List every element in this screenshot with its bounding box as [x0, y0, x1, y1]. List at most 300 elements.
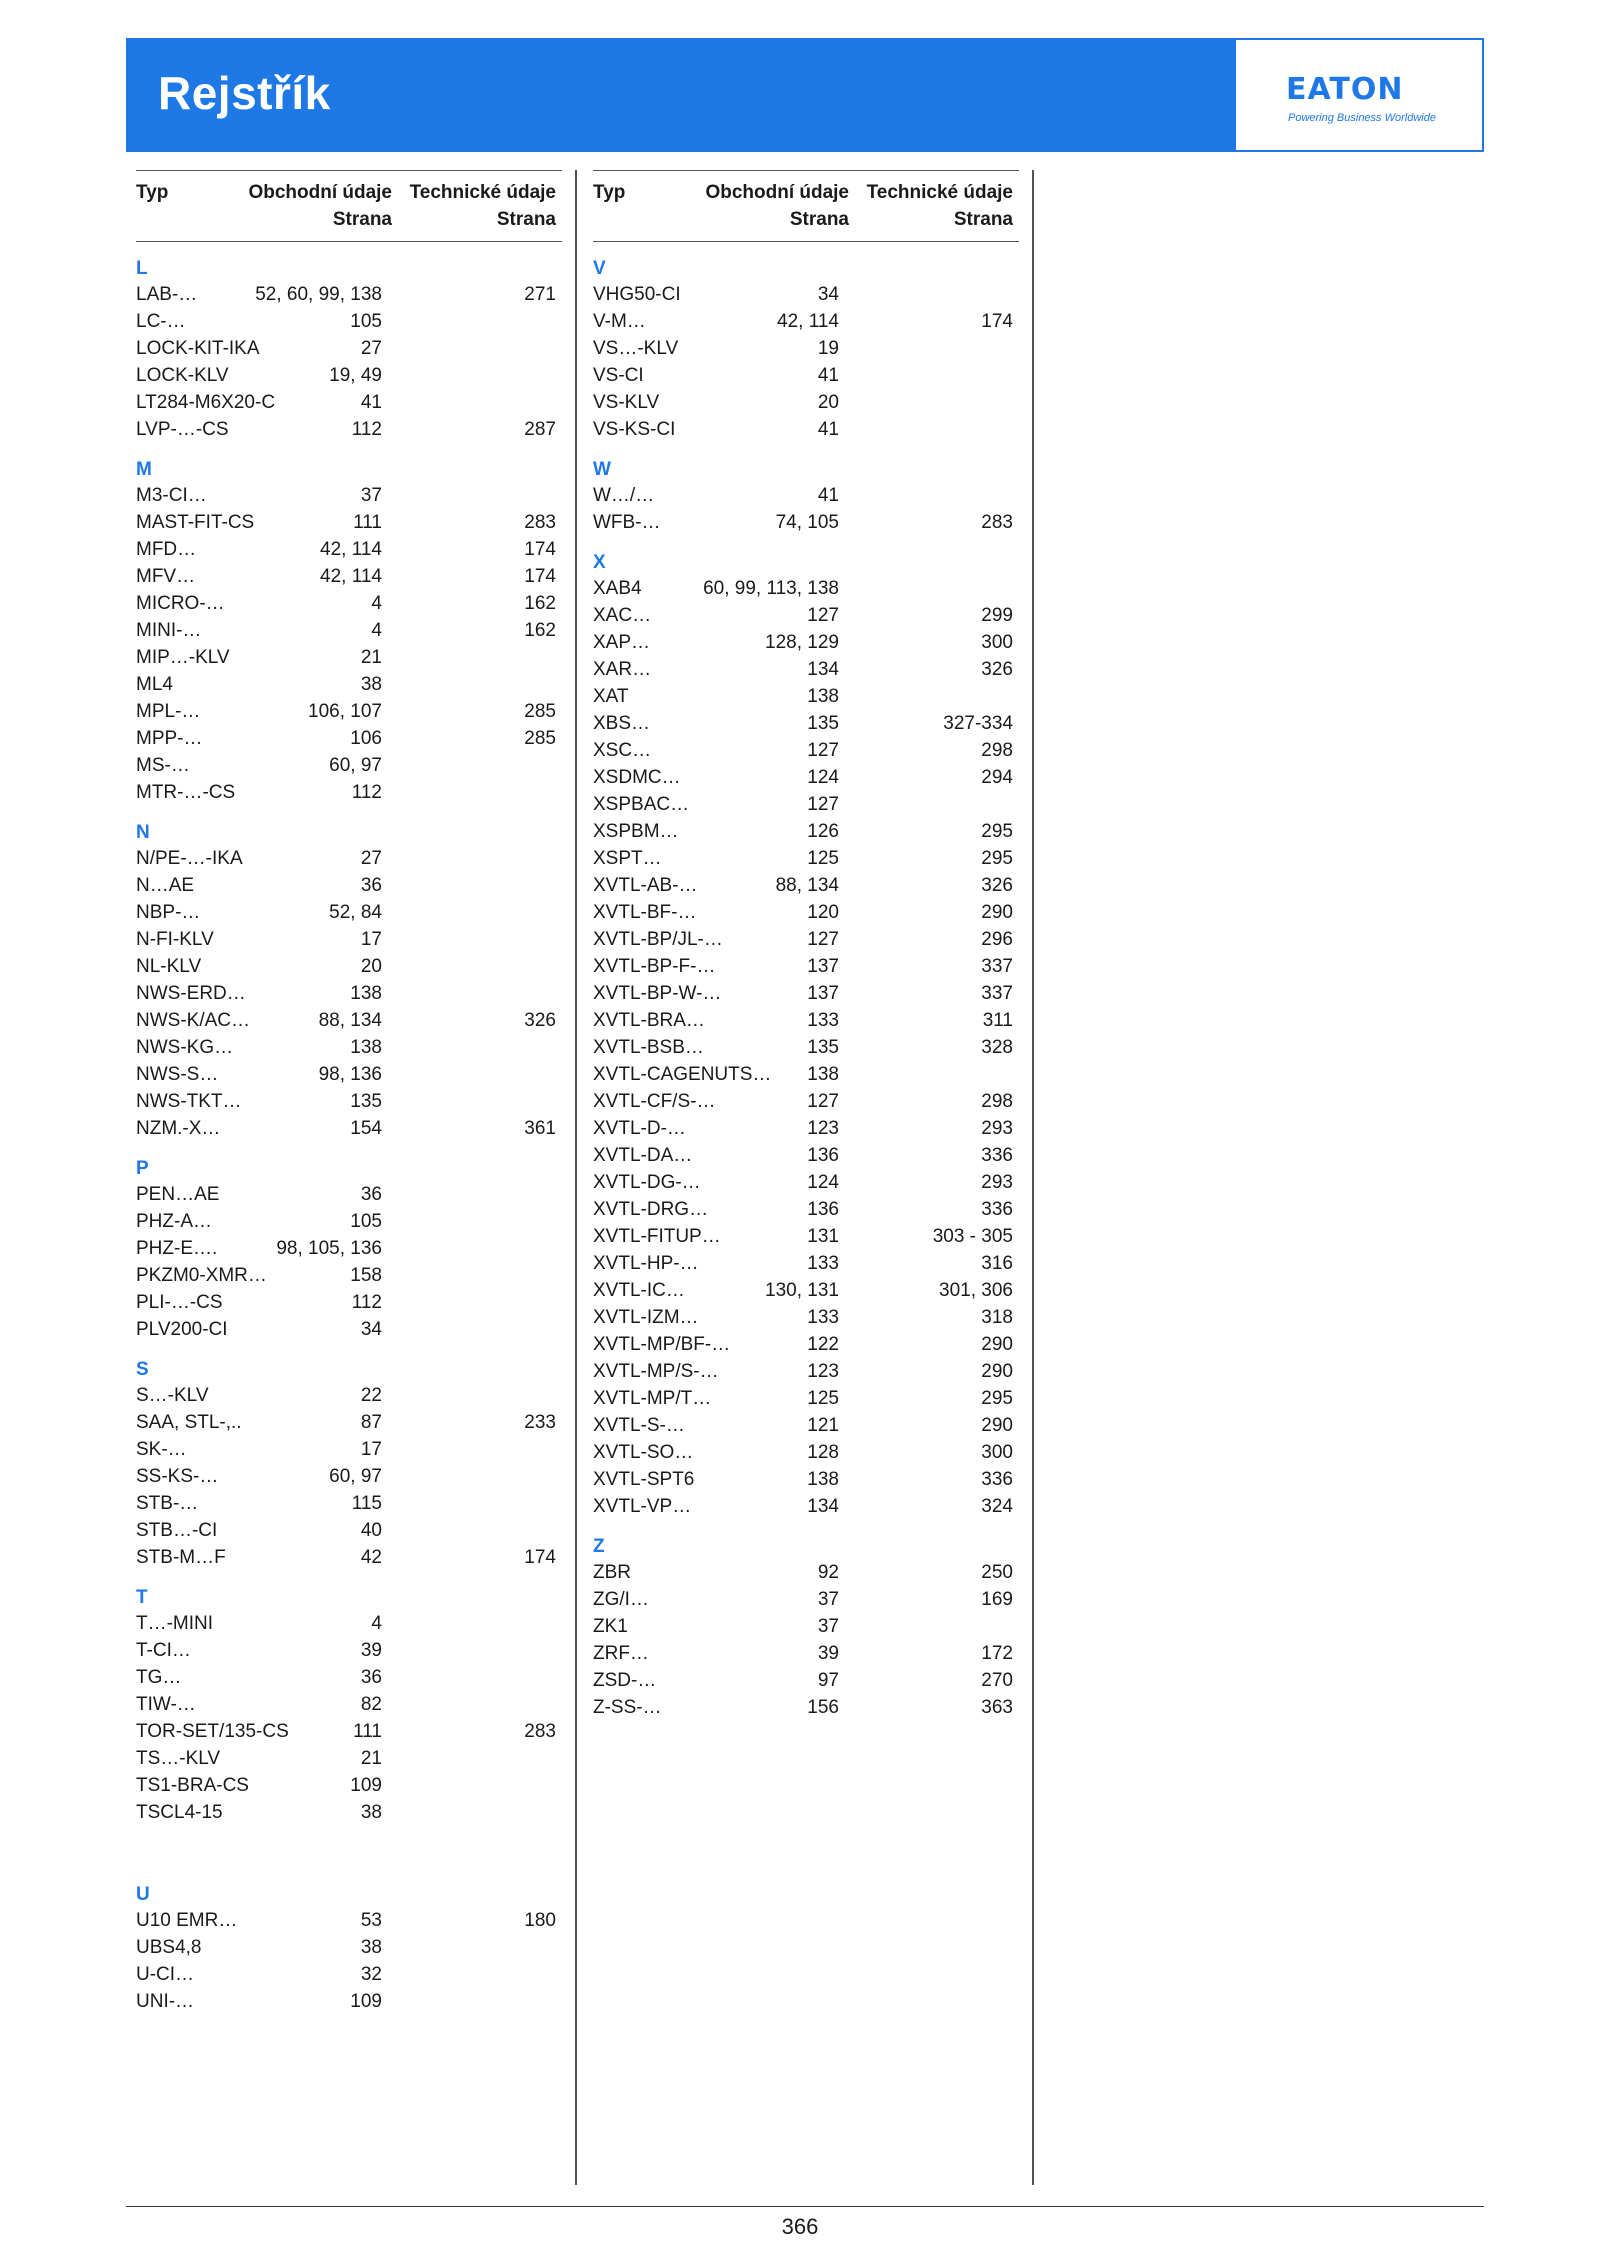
type-cell: MAST-FIT-CS: [136, 512, 255, 533]
technical-page-cell: 290: [981, 1415, 1013, 1436]
index-row: [136, 617, 562, 644]
technical-page-cell: 295: [981, 821, 1013, 842]
type-cell: N-FI-KLV: [136, 929, 214, 950]
type-cell: SS-KS-…: [136, 1466, 219, 1487]
type-cell: XVTL-HP-…: [593, 1253, 699, 1274]
technical-page-cell: 293: [981, 1118, 1013, 1139]
column-header: [593, 170, 1019, 242]
type-cell: XVTL-DA…: [593, 1145, 693, 1166]
type-cell: LOCK-KIT-IKA: [136, 338, 260, 359]
index-row: [136, 1934, 562, 1961]
type-cell: NWS-KG…: [136, 1037, 234, 1058]
commercial-page-cell: 60, 97: [329, 1466, 382, 1487]
index-row: [136, 1034, 562, 1061]
commercial-page-cell: 123: [807, 1361, 839, 1382]
type-cell: ZK1: [593, 1616, 628, 1637]
index-row: [593, 1412, 1019, 1439]
technical-page-cell: 283: [981, 512, 1013, 533]
commercial-page-cell: 21: [360, 647, 382, 668]
index-row: [136, 416, 562, 443]
commercial-page-cell: 36: [360, 1184, 382, 1205]
type-cell: XAP…: [593, 632, 651, 653]
index-row: [136, 1961, 562, 1988]
index-row: [136, 980, 562, 1007]
index-row: [593, 980, 1019, 1007]
technical-page-cell: 336: [981, 1145, 1013, 1166]
commercial-page-cell: 98, 105, 136: [276, 1238, 382, 1259]
index-row: [136, 536, 562, 563]
technical-page-cell: 174: [524, 566, 556, 587]
type-cell: XVTL-CAGENUTS…: [593, 1064, 772, 1085]
type-cell: ZBR: [593, 1562, 631, 1583]
index-row: [593, 362, 1019, 389]
commercial-page-cell: 131: [807, 1226, 839, 1247]
type-cell: MS-…: [136, 755, 190, 776]
technical-page-cell: 233: [524, 1412, 556, 1433]
commercial-page-cell: 120: [807, 902, 839, 923]
index-row: [136, 1610, 562, 1637]
commercial-page-cell: 138: [807, 1469, 839, 1490]
section-letter: N: [136, 822, 150, 843]
commercial-page-cell: 39: [817, 1643, 839, 1664]
commercial-page-cell: 20: [817, 392, 839, 413]
footer-rule: [126, 2206, 1484, 2207]
type-cell: XVTL-AB-…: [593, 875, 698, 896]
type-cell: TS1-BRA-CS: [136, 1775, 249, 1796]
index-row: [136, 1262, 562, 1289]
header-technicke: Technické údaje: [866, 182, 1013, 203]
commercial-page-cell: 27: [360, 848, 382, 869]
type-cell: N…AE: [136, 875, 195, 896]
index-row: [136, 335, 562, 362]
technical-page-cell: 299: [981, 605, 1013, 626]
section-letter: U: [136, 1884, 150, 1905]
commercial-page-cell: 138: [807, 686, 839, 707]
index-row: [593, 1331, 1019, 1358]
index-row: [593, 1439, 1019, 1466]
type-cell: Z-SS-…: [593, 1697, 662, 1718]
type-cell: XVTL-BSB…: [593, 1037, 704, 1058]
type-cell: XAR…: [593, 659, 652, 680]
technical-page-cell: 285: [524, 728, 556, 749]
technical-page-cell: 324: [981, 1496, 1013, 1517]
commercial-page-cell: 41: [817, 365, 839, 386]
index-row: [136, 1637, 562, 1664]
type-cell: XVTL-DG-…: [593, 1172, 701, 1193]
commercial-page-cell: 87: [360, 1412, 382, 1433]
index-row: [593, 1667, 1019, 1694]
index-row: [136, 1409, 562, 1436]
technical-page-cell: 271: [524, 284, 556, 305]
technical-page-cell: 162: [524, 593, 556, 614]
commercial-page-cell: 138: [350, 983, 382, 1004]
technical-page-cell: 287: [524, 419, 556, 440]
technical-page-cell: 326: [981, 875, 1013, 896]
commercial-page-cell: 37: [817, 1589, 839, 1610]
index-row: [136, 698, 562, 725]
column-header: [136, 170, 562, 242]
type-cell: STB-M…F: [136, 1547, 226, 1568]
section-letter: Z: [593, 1536, 605, 1557]
index-row: [593, 1277, 1019, 1304]
type-cell: UBS4,8: [136, 1937, 202, 1958]
type-cell: TSCL4-15: [136, 1802, 223, 1823]
commercial-page-cell: 125: [807, 848, 839, 869]
index-section: [136, 1583, 562, 1826]
commercial-page-cell: 39: [360, 1640, 382, 1661]
type-cell: XVTL-IC…: [593, 1280, 685, 1301]
header-obchodni: Obchodní údaje: [248, 182, 392, 203]
index-row: [136, 1517, 562, 1544]
commercial-page-cell: 4: [371, 620, 382, 641]
type-cell: MPL-…: [136, 701, 201, 722]
index-section: [593, 548, 1019, 1520]
commercial-page-cell: 52, 60, 99, 138: [255, 284, 382, 305]
type-cell: U10 EMR…: [136, 1910, 238, 1931]
type-cell: PLV200-CI: [136, 1319, 228, 1340]
commercial-page-cell: 92: [817, 1562, 839, 1583]
section-letter: W: [593, 459, 611, 480]
index-row: [136, 1463, 562, 1490]
type-cell: NZM.-X…: [136, 1118, 221, 1139]
index-row: [593, 1613, 1019, 1640]
commercial-page-cell: 106, 107: [308, 701, 382, 722]
index-row: [136, 926, 562, 953]
technical-page-cell: 318: [981, 1307, 1013, 1328]
commercial-page-cell: 134: [807, 1496, 839, 1517]
index-row: [136, 482, 562, 509]
index-row: [593, 683, 1019, 710]
index-row: [593, 953, 1019, 980]
index-row: [136, 872, 562, 899]
type-cell: XSC…: [593, 740, 652, 761]
commercial-page-cell: 36: [360, 1667, 382, 1688]
type-cell: XVTL-MP/BF-…: [593, 1334, 731, 1355]
commercial-page-cell: 109: [350, 1775, 382, 1796]
commercial-page-cell: 105: [350, 311, 382, 332]
index-row: [593, 1466, 1019, 1493]
type-cell: NWS-ERD…: [136, 983, 246, 1004]
technical-page-cell: 298: [981, 740, 1013, 761]
type-cell: XVTL-MP/S-…: [593, 1361, 719, 1382]
type-cell: PKZM0-XMR…: [136, 1265, 267, 1286]
type-cell: XVTL-SO…: [593, 1442, 694, 1463]
section-letter: X: [593, 552, 606, 573]
commercial-page-cell: 122: [807, 1334, 839, 1355]
column-divider: [575, 170, 577, 2185]
type-cell: T…-MINI: [136, 1613, 214, 1634]
index-row: [593, 1358, 1019, 1385]
technical-page-cell: 336: [981, 1199, 1013, 1220]
technical-page-cell: 303 - 305: [932, 1226, 1013, 1247]
index-row: [136, 1316, 562, 1343]
technical-page-cell: 174: [524, 1547, 556, 1568]
commercial-page-cell: 60, 97: [329, 755, 382, 776]
type-cell: PHZ-E….: [136, 1238, 218, 1259]
type-cell: NL-KLV: [136, 956, 202, 977]
commercial-page-cell: 115: [351, 1493, 382, 1514]
commercial-page-cell: 19: [817, 338, 839, 359]
type-cell: N/PE-…-IKA: [136, 848, 243, 869]
commercial-page-cell: 97: [817, 1670, 839, 1691]
type-cell: NWS-TKT…: [136, 1091, 242, 1112]
index-row: [593, 1640, 1019, 1667]
type-cell: XVTL-FITUP…: [593, 1226, 721, 1247]
type-cell: LVP-…-CS: [136, 419, 229, 440]
technical-page-cell: 290: [981, 1334, 1013, 1355]
commercial-page-cell: 60, 99, 113, 138: [703, 578, 839, 599]
index-row: [593, 1694, 1019, 1721]
section-letter: T: [136, 1587, 148, 1608]
type-cell: MFV…: [136, 566, 196, 587]
type-cell: VS-KS-CI: [593, 419, 676, 440]
logo-wordmark: EATON: [1286, 72, 1404, 107]
index-row: [136, 752, 562, 779]
header-strana: Strana: [496, 209, 556, 230]
type-cell: TOR-SET/135-CS: [136, 1721, 289, 1742]
technical-page-cell: 337: [981, 956, 1013, 977]
technical-page-cell: 285: [524, 701, 556, 722]
index-row: [593, 1007, 1019, 1034]
type-cell: SK-…: [136, 1439, 187, 1460]
index-row: [136, 1799, 562, 1826]
commercial-page-cell: 128: [807, 1442, 839, 1463]
commercial-page-cell: 41: [360, 392, 382, 413]
technical-page-cell: 326: [524, 1010, 556, 1031]
type-cell: XVTL-BP-W-…: [593, 983, 722, 1004]
commercial-page-cell: 34: [817, 284, 839, 305]
index-row: [593, 575, 1019, 602]
technical-page-cell: 270: [981, 1670, 1013, 1691]
type-cell: TG…: [136, 1667, 182, 1688]
technical-page-cell: 311: [982, 1010, 1013, 1031]
type-cell: MINI-…: [136, 620, 202, 641]
index-row: [136, 1988, 562, 2015]
index-row: [136, 1088, 562, 1115]
technical-page-cell: 316: [981, 1253, 1013, 1274]
index-row: [136, 1208, 562, 1235]
index-row: [136, 845, 562, 872]
type-cell: NBP-…: [136, 902, 201, 923]
commercial-page-cell: 133: [807, 1307, 839, 1328]
index-row: [136, 590, 562, 617]
technical-page-cell: 180: [524, 1910, 556, 1931]
index-section: [593, 254, 1019, 443]
commercial-page-cell: 125: [807, 1388, 839, 1409]
index-row: [593, 1223, 1019, 1250]
commercial-page-cell: 52, 84: [329, 902, 382, 923]
technical-page-cell: 300: [981, 632, 1013, 653]
commercial-page-cell: 112: [351, 1292, 382, 1313]
index-row: [593, 308, 1019, 335]
technical-page-cell: 361: [524, 1118, 556, 1139]
technical-page-cell: 250: [981, 1562, 1013, 1583]
index-row: [136, 389, 562, 416]
index-section: [593, 1532, 1019, 1721]
commercial-page-cell: 41: [817, 419, 839, 440]
technical-page-cell: 301, 306: [939, 1280, 1013, 1301]
commercial-page-cell: 156: [807, 1697, 839, 1718]
commercial-page-cell: 138: [807, 1064, 839, 1085]
commercial-page-cell: 37: [817, 1616, 839, 1637]
index-row: [136, 1490, 562, 1517]
type-cell: LAB-…: [136, 284, 198, 305]
type-cell: XSPBM…: [593, 821, 679, 842]
index-row: [136, 1289, 562, 1316]
index-row: [136, 362, 562, 389]
commercial-page-cell: 98, 136: [318, 1064, 382, 1085]
type-cell: XVTL-VP…: [593, 1496, 692, 1517]
type-cell: XSPBAC…: [593, 794, 690, 815]
technical-page-cell: 295: [981, 1388, 1013, 1409]
commercial-page-cell: 127: [807, 1091, 839, 1112]
commercial-page-cell: 112: [351, 419, 382, 440]
technical-page-cell: 296: [981, 929, 1013, 950]
technical-page-cell: 337: [981, 983, 1013, 1004]
commercial-page-cell: 133: [807, 1253, 839, 1274]
commercial-page-cell: 121: [807, 1415, 839, 1436]
commercial-page-cell: 74, 105: [775, 512, 839, 533]
commercial-page-cell: 154: [350, 1118, 382, 1139]
technical-page-cell: 174: [524, 539, 556, 560]
commercial-page-cell: 37: [360, 485, 382, 506]
type-cell: PLI-…-CS: [136, 1292, 223, 1313]
page-title: Rejstřík: [158, 67, 331, 119]
commercial-page-cell: 127: [807, 740, 839, 761]
commercial-page-cell: 127: [807, 794, 839, 815]
commercial-page-cell: 4: [371, 593, 382, 614]
commercial-page-cell: 88, 134: [318, 1010, 382, 1031]
column-divider: [1032, 170, 1034, 2185]
type-cell: XAC…: [593, 605, 652, 626]
type-cell: MFD…: [136, 539, 197, 560]
commercial-page-cell: 134: [807, 659, 839, 680]
index-row: [136, 644, 562, 671]
type-cell: STB-…: [136, 1493, 199, 1514]
index-row: [136, 1007, 562, 1034]
technical-page-cell: 363: [981, 1697, 1013, 1718]
type-cell: NWS-S…: [136, 1064, 219, 1085]
index-row: [593, 1142, 1019, 1169]
index-row: [136, 1436, 562, 1463]
commercial-page-cell: 158: [350, 1265, 382, 1286]
index-row: [136, 1691, 562, 1718]
commercial-page-cell: 127: [807, 605, 839, 626]
index-row: [593, 737, 1019, 764]
commercial-page-cell: 20: [360, 956, 382, 977]
technical-page-cell: 290: [981, 1361, 1013, 1382]
index-row: [136, 1115, 562, 1142]
type-cell: NWS-K/AC…: [136, 1010, 250, 1031]
type-cell: S…-KLV: [136, 1385, 209, 1406]
type-cell: XBS…: [593, 713, 651, 734]
type-cell: XVTL-BRA…: [593, 1010, 705, 1031]
header-typ: Typ: [593, 182, 626, 203]
type-cell: XVTL-MP/T…: [593, 1388, 712, 1409]
type-cell: ZRF…: [593, 1643, 649, 1664]
type-cell: XAB4: [593, 578, 642, 599]
index-row: [136, 1718, 562, 1745]
header-strana: Strana: [953, 209, 1013, 230]
type-cell: ZG/I…: [593, 1589, 649, 1610]
type-cell: XAT: [593, 686, 629, 707]
commercial-page-cell: 128, 129: [765, 632, 839, 653]
eaton-logo: [1236, 40, 1482, 150]
type-cell: XVTL-BP-F-…: [593, 956, 716, 977]
commercial-page-cell: 17: [360, 929, 382, 950]
index-row: [136, 1544, 562, 1571]
index-row: [593, 1250, 1019, 1277]
type-cell: ML4: [136, 674, 173, 695]
type-cell: VHG50-CI: [593, 284, 681, 305]
index-row: [593, 1559, 1019, 1586]
type-cell: STB…-CI: [136, 1520, 218, 1541]
commercial-page-cell: 123: [807, 1118, 839, 1139]
index-row: [136, 899, 562, 926]
type-cell: XVTL-S-…: [593, 1415, 685, 1436]
commercial-page-cell: 32: [360, 1964, 382, 1985]
section-letter: S: [136, 1359, 149, 1380]
type-cell: MIP…-KLV: [136, 647, 230, 668]
commercial-page-cell: 38: [360, 1937, 382, 1958]
technical-page-cell: 336: [981, 1469, 1013, 1490]
header-strana: Strana: [332, 209, 392, 230]
header-strana: Strana: [789, 209, 849, 230]
index-row: [136, 671, 562, 698]
index-row: [136, 281, 562, 308]
header-obchodni: Obchodní údaje: [705, 182, 849, 203]
technical-page-cell: 172: [981, 1643, 1013, 1664]
index-row: [593, 845, 1019, 872]
commercial-page-cell: 109: [350, 1991, 382, 2012]
page-header: [126, 38, 1484, 152]
commercial-page-cell: 42, 114: [777, 311, 839, 332]
type-cell: TIW-…: [136, 1694, 196, 1715]
index-row: [136, 1907, 562, 1934]
technical-page-cell: 295: [981, 848, 1013, 869]
technical-page-cell: 326: [981, 659, 1013, 680]
index-row: [593, 416, 1019, 443]
index-section: [136, 455, 562, 806]
index-section: [136, 818, 562, 1142]
technical-page-cell: 162: [524, 620, 556, 641]
index-row: [593, 872, 1019, 899]
type-cell: M3-CI…: [136, 485, 207, 506]
index-row: [593, 656, 1019, 683]
commercial-page-cell: 111: [353, 512, 382, 533]
technical-page-cell: 293: [981, 1172, 1013, 1193]
index-row: [136, 953, 562, 980]
type-cell: PEN…AE: [136, 1184, 220, 1205]
index-row: [136, 1181, 562, 1208]
index-row: [593, 629, 1019, 656]
commercial-page-cell: 4: [371, 1613, 382, 1634]
section-letter: P: [136, 1158, 149, 1179]
index-row: [136, 725, 562, 752]
type-cell: MTR-…-CS: [136, 782, 236, 803]
technical-page-cell: 298: [981, 1091, 1013, 1112]
technical-page-cell: 327-334: [943, 713, 1013, 734]
index-row: [593, 1088, 1019, 1115]
index-row: [593, 764, 1019, 791]
commercial-page-cell: 36: [360, 875, 382, 896]
type-cell: XVTL-BP/JL-…: [593, 929, 723, 950]
commercial-page-cell: 124: [807, 1172, 839, 1193]
index-row: [593, 335, 1019, 362]
index-row: [136, 509, 562, 536]
commercial-page-cell: 135: [807, 713, 839, 734]
index-row: [593, 710, 1019, 737]
